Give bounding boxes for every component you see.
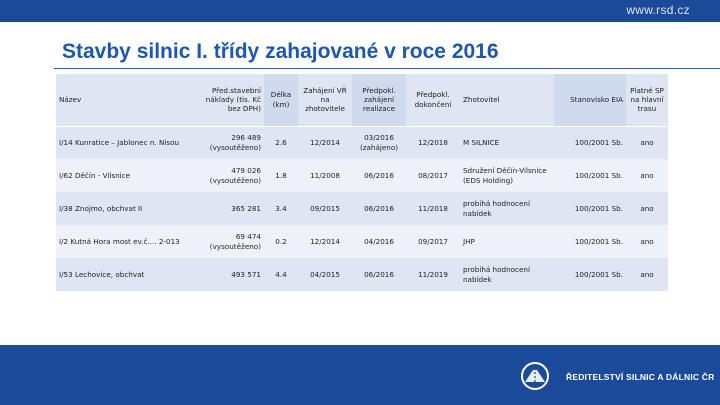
cell-zahajeni-realizace: 06/2016 xyxy=(352,258,406,291)
cell-zahajeni-vr: 09/2015 xyxy=(298,192,352,225)
col-header-dokonceni: Předpokl. dokončení xyxy=(406,74,460,126)
footer-bar xyxy=(0,345,720,405)
cell-zahajeni-vr: 12/2014 xyxy=(298,126,352,159)
naklady-note: (vysoutěženo) xyxy=(209,241,261,251)
page-title: Stavby silnic I. třídy zahajované v roce 2016 xyxy=(62,40,499,63)
naklady-value: 69 474 xyxy=(235,232,261,242)
cell-zhotovitel: M SILNICE xyxy=(460,126,554,159)
cell-zahajeni-realizace: 04/2016 xyxy=(352,225,406,258)
cell-delka: 1.8 xyxy=(264,159,298,192)
cell-delka: 2.6 xyxy=(264,126,298,159)
cell-zhotovitel: probíhá hodnocení nabídek xyxy=(460,258,554,291)
cell-nazev: I/38 Znojmo, obchvat II xyxy=(56,192,200,225)
organization-name: ŘEDITELSTVÍ SILNIC A DÁLNIC ČR xyxy=(566,372,715,382)
cell-dokonceni: 08/2017 xyxy=(406,159,460,192)
col-header-delka: Délka (km) xyxy=(264,74,298,126)
zahajeni-note: (zahájeno) xyxy=(359,142,399,152)
cell-zahajeni-realizace xyxy=(352,126,406,159)
col-header-zahajeni-vr: Zahájení VŘ na zhotovitele xyxy=(298,74,352,126)
table-row xyxy=(56,126,668,159)
zahajeni-value: 03/2016 xyxy=(364,133,394,143)
col-header-sp: Platné SP na hlavní trasu xyxy=(626,74,668,126)
cell-dokonceni: 11/2018 xyxy=(406,192,460,225)
cell-zhotovitel: probíhá hodnocení nabídek xyxy=(460,192,554,225)
naklady-note: (vysoutěženo) xyxy=(209,175,261,185)
table-row xyxy=(56,258,668,291)
cell-dokonceni: 12/2018 xyxy=(406,126,460,159)
cell-eia: 100/2001 Sb. xyxy=(554,225,626,258)
cell-zahajeni-vr: 11/2008 xyxy=(298,159,352,192)
table-header-row xyxy=(56,74,668,126)
cell-delka: 4.4 xyxy=(264,258,298,291)
cell-dokonceni: 09/2017 xyxy=(406,225,460,258)
cell-zahajeni-realizace: 06/2016 xyxy=(352,192,406,225)
cell-naklady xyxy=(200,159,264,192)
cell-naklady: 365 281 xyxy=(200,192,264,225)
cell-naklady xyxy=(200,126,264,159)
col-header-zahajeni-realizace: Předpokl. zahájení realizace xyxy=(352,74,406,126)
naklady-value: 479 026 xyxy=(231,166,261,176)
title-divider xyxy=(54,68,720,69)
cell-eia: 100/2001 Sb. xyxy=(554,159,626,192)
cell-eia: 100/2001 Sb. xyxy=(554,192,626,225)
cell-zhotovitel: Sdružení Děčín-Vilsnice (EDS Holding) xyxy=(460,159,554,192)
cell-zahajeni-vr: 12/2014 xyxy=(298,225,352,258)
cell-sp: ano xyxy=(626,159,668,192)
naklady-note: (vysoutěženo) xyxy=(209,142,261,152)
col-header-eia: Stanovisko EIA xyxy=(554,74,626,126)
cell-nazev: I/14 Kunratice – Jablonec n. Nisou xyxy=(56,126,200,159)
cell-sp: ano xyxy=(626,192,668,225)
cell-naklady: 493 571 xyxy=(200,258,264,291)
col-header-zhotovitel: Zhotovitel xyxy=(460,74,554,126)
table-row xyxy=(56,159,668,192)
cell-zahajeni-realizace: 06/2016 xyxy=(352,159,406,192)
cell-naklady xyxy=(200,225,264,258)
cell-sp: ano xyxy=(626,126,668,159)
stavby-table xyxy=(56,74,668,291)
cell-zhotovitel: JHP xyxy=(460,225,554,258)
cell-eia: 100/2001 Sb. xyxy=(554,258,626,291)
cell-zahajeni-vr: 04/2015 xyxy=(298,258,352,291)
cell-eia: 100/2001 Sb. xyxy=(554,126,626,159)
col-header-nazev: Název xyxy=(56,74,200,126)
website-url[interactable]: www.rsd.cz xyxy=(626,3,690,17)
cell-sp: ano xyxy=(626,258,668,291)
col-header-naklady: Před.stavební náklady (tis. Kč bez DPH) xyxy=(200,74,264,126)
table-row xyxy=(56,192,668,225)
cell-sp: ano xyxy=(626,225,668,258)
top-bar xyxy=(0,0,720,22)
cell-delka: 0.2 xyxy=(264,225,298,258)
rsd-highway-logo-icon xyxy=(520,361,550,391)
cell-nazev: I/62 Děčín - Vilsnice xyxy=(56,159,200,192)
cell-delka: 3.4 xyxy=(264,192,298,225)
cell-nazev: I/2 Kutná Hora most ev.č.... 2-013 xyxy=(56,225,200,258)
naklady-value: 296 489 xyxy=(231,133,261,143)
cell-dokonceni: 11/2019 xyxy=(406,258,460,291)
cell-nazev: I/53 Lechovice, obchvat xyxy=(56,258,200,291)
table-row xyxy=(56,225,668,258)
